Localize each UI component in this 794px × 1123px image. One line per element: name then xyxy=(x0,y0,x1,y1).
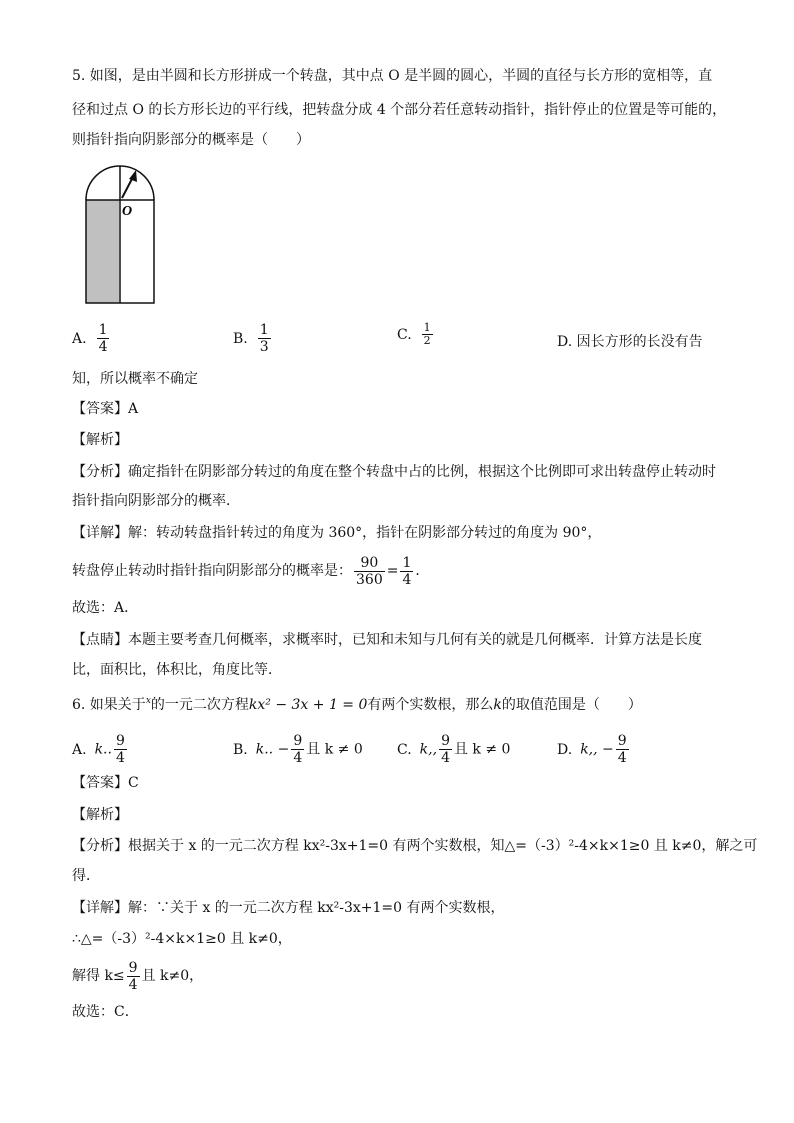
q6-fenxi-line2: 得． xyxy=(72,868,100,884)
q5-xiangjie-line2: 转盘停止转动时指针指向阴影部分的概率是： $\frac{90}{360}$ = $\frac{1}{4}$ ． xyxy=(72,554,430,588)
q6-option-d: D. k,, − $\frac{9}{4}$ xyxy=(557,733,627,766)
q6-xiangjie-line2: ∴△=（-3）²-4×k×1≥0 且 k≠0， xyxy=(72,931,292,947)
q5-option-d-cont: 知，所以概率不确定 xyxy=(72,371,198,387)
q6-stem: 6. 如果关于$^x$的一元二次方程kx² − 3x + 1 = 0有两个实数根，那么k的取值范围是（ ） xyxy=(72,696,642,713)
q5-stem-line2: 径和过点 O 的长方形长边的平行线，把转盘分成 4 个部分若任意转动指针，指针停止的位置是等可能的， xyxy=(72,102,727,118)
q6-choose: 故选：C． xyxy=(72,1004,139,1020)
q5-stem-line1: 5. 如图，是由半圆和长方形拼成一个转盘，其中点 O 是半圆的圆心，半圆的直径与长方形的宽相等，直 xyxy=(72,68,713,84)
center-label-o: O xyxy=(122,204,133,219)
q6-analysis-head: 【解析】 xyxy=(72,807,128,823)
shaded-region xyxy=(86,200,119,303)
q5-option-d: D. 因长方形的长没有告 xyxy=(557,334,703,350)
spinner-figure xyxy=(84,165,156,305)
q5-answer: 【答案】A xyxy=(72,401,139,417)
q6-xiangjie-line1: 【详解】解：∵关于 x 的一元二次方程 kx²-3x+1=0 有两个实数根， xyxy=(72,900,505,916)
q5-fenxi-line1: 【分析】确定指针在阴影部分转过的角度在整个转盘中占的比例，根据这个比例即可求出转盘停止转动时 xyxy=(72,464,716,480)
q6-option-b: B. k.. − $\frac{9}{4}$ 且 k ≠ 0 xyxy=(233,733,363,766)
q5-analysis-head: 【解析】 xyxy=(72,432,128,448)
q6-fenxi-line1: 【分析】根据关于 x 的一元二次方程 kx²-3x+1=0 有两个实数根，知△=（-3）²-4×k×1≥0 且 k≠0，解之可 xyxy=(72,838,758,854)
q5-fenxi-line2: 指针指向阴影部分的概率． xyxy=(72,493,240,509)
q6-xiangjie-line3: 解得 k≤ $\frac{9}{4}$ 且 k≠0， xyxy=(72,959,204,993)
q6-option-c: C. k,, $\frac{9}{4}$ 且 k ≠ 0 xyxy=(397,733,511,766)
q5-option-a: A. $\frac{1}{4}$ xyxy=(72,322,108,355)
q5-choose: 故选：A． xyxy=(72,600,139,616)
q5-dianjing-line1: 【点睛】本题主要考查几何概率，求概率时，已知和未知与几何有关的就是几何概率．计算方法是长度 xyxy=(72,632,702,648)
q5-stem-line3: 则指针指向阴影部分的概率是（ ） xyxy=(72,132,310,148)
q5-dianjing-line2: 比，面积比，体积比，角度比等． xyxy=(72,662,282,678)
q5-option-c: C. $\frac{1}{2}$ xyxy=(397,321,431,347)
pointer-shaft xyxy=(122,177,133,198)
q6-option-a: A. k.. $\frac{9}{4}$ xyxy=(72,733,125,766)
q6-answer: 【答案】C xyxy=(72,775,139,791)
q5-xiangjie-line1: 【详解】解：转动转盘指针转过的角度为 360°，指针在阴影部分转过的角度为 90°， xyxy=(72,525,602,541)
q5-option-b: B. $\frac{1}{3}$ xyxy=(233,322,269,355)
